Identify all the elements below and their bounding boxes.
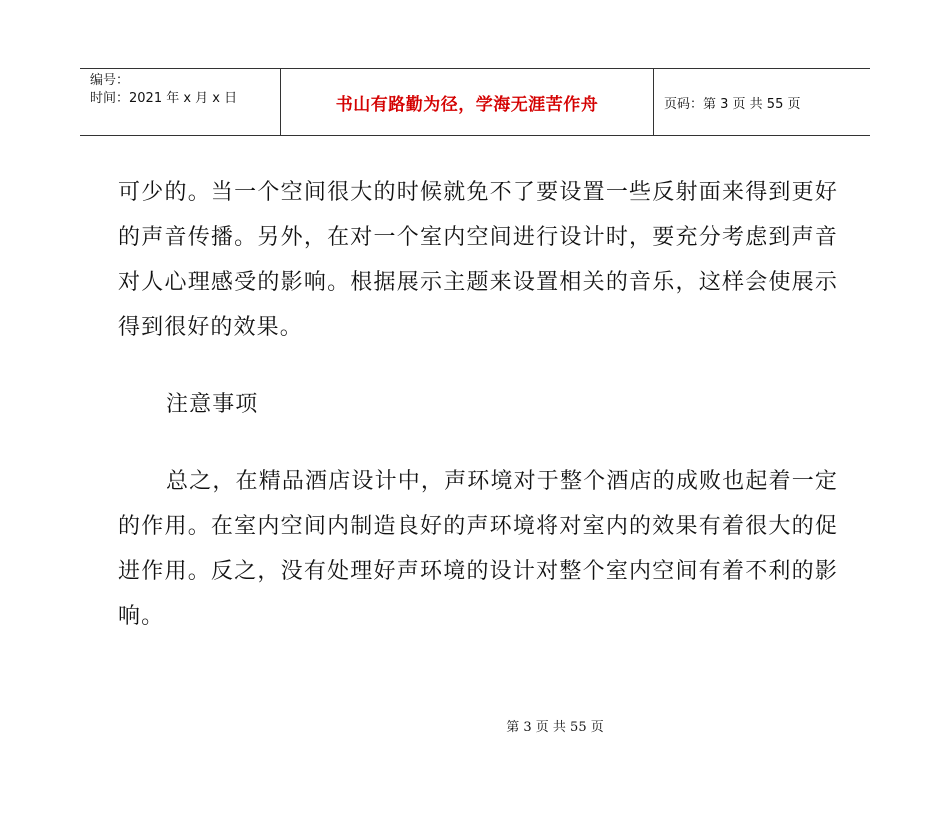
paragraph-continued: 可少的。当一个空间很大的时候就免不了要设置一些反射面来得到更好的声音传播。另外，在对一个室内空间进行设计时，要充分考虑到声音对人心理感受的影响。根据展示主题来设置相关的音乐，这样会使展示得到很好的效果。 <box>118 180 838 340</box>
header-motto: 书山有路勤为径，学海无涯苦作舟 <box>281 69 654 135</box>
page-footer: 第 3 页 共 55 页 <box>506 720 604 735</box>
header-page-info: 页码：第 3 页 共 55 页 <box>664 96 801 112</box>
document-body <box>118 170 838 639</box>
document-header <box>80 68 870 136</box>
document-number-label: 编号： <box>90 73 130 88</box>
paragraph-conclusion: 总之，在精品酒店设计中，声环境对于整个酒店的成败也起着一定的作用。在室内空间内制造良好的声环境将对室内的效果有着很大的促进作用。反之，没有处理好声环境的设计对整个室内空间有着不利的影响。 <box>118 469 838 629</box>
document-date: 时间：2021 年 x 月 x 日 <box>90 91 238 106</box>
section-heading: 注意事项 <box>166 392 259 417</box>
header-meta <box>80 69 281 135</box>
